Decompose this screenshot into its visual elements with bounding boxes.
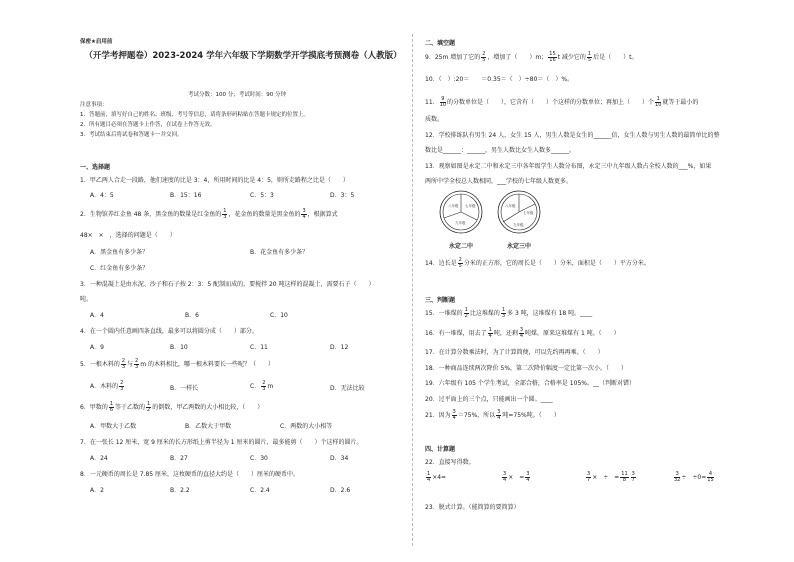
fraction: $\frac{1}{4}$ (488, 327, 492, 339)
question-3: 3．一种混凝土是由水泥、沙子和石子按 2：3：5 配制而成的，要搅拌 20 吨这样的混凝土，需要石子（ ） (80, 281, 375, 288)
q4-option-b: B．10 (170, 344, 188, 351)
question-4: 4．在一个圆内任意画四条直线，最多可以将圆分成（ ）部分。 (80, 328, 258, 335)
q9-text-c: t 减少它的 (557, 54, 586, 61)
q12-line2: 数比是______：______，男生人数比女生人数多______。 (425, 147, 576, 154)
q7-option-c: C．30 (250, 455, 268, 462)
question-13: 13．观察如图是永定二中和永定三中各年级学生人数分布图，永定三中九年级人数占全校人数的___%，如果 (425, 163, 712, 170)
column-divider (412, 34, 413, 546)
q1-option-c: C．5：3 (250, 192, 274, 199)
calc-text: × ÷ = (592, 474, 620, 481)
question-20: 20．过平面上的三个点，只能画出一个圆。____ (425, 396, 553, 403)
question-19: 19．六年级有 105 个学生考试，全部合格，合格率是 105%。__（判断对错） (425, 380, 635, 387)
q5-text-a: 5．一根木料的 (80, 361, 120, 368)
fraction: $\frac{3}{32}$ (674, 471, 681, 483)
q4-option-d: D．12 (330, 344, 349, 351)
q2-option-b: B．花金鱼有多少条？ (250, 249, 309, 256)
section-heading-fill: 二、填空题 (425, 40, 456, 47)
pie-2-slice-label: 七年级 (523, 211, 534, 215)
q11-text-c: 就等于最小的 (662, 99, 699, 106)
q4-option-c: C．11 (250, 344, 268, 351)
secret-label: 保密★启用前 (80, 39, 113, 45)
fraction: $\frac{1}{4}$ (427, 471, 431, 483)
q6-option-b: B．乙数大于甲数 (185, 423, 232, 430)
pie-2-label: 永定三中 (506, 243, 531, 250)
q14-text-a: 14．边长是 (425, 260, 457, 267)
q1-option-b: B．15：16 (170, 192, 202, 199)
q6-option-c: C．两数的大小相等 (280, 423, 333, 430)
q5-option-d: D．无法比较 (330, 385, 365, 392)
question-12: 12．学校排练队有男生 24 人，女生 15 人，男生人数是女生的______倍，女生人数与男生人数的最简单比的整 (425, 132, 720, 139)
q3-option-a: A．4 (90, 312, 104, 319)
exam-info: 考试分数：100 分；考试时间：90 分钟 (188, 92, 286, 98)
fraction: $\frac{2}{5}$ (482, 51, 486, 63)
fraction: $\frac{2}{3}$ (135, 358, 139, 370)
calc-expr-4 (673, 472, 715, 483)
pie-2-slice-label: 九年级 (513, 223, 524, 227)
pie-chart-2 (498, 191, 540, 233)
q8-option-a: A．2 (90, 487, 104, 494)
calc-expr-3 (585, 472, 637, 483)
q1-option-d: D．3：5 (330, 192, 355, 199)
page-title: （开学考押题卷）2023-2024 学年六年级下学期数学开学摸底考预测卷（人教版） (84, 51, 402, 61)
question-1: 1．甲乙两人合走一段路，他们速度的比是 3：4，所用时间的比是 4：5，则所走路程之比是（ ） (80, 177, 349, 184)
q15-text-b: 比这堆煤的 (469, 310, 500, 317)
q7-option-b: B．27 (170, 455, 188, 462)
fraction: $\frac{3}{4}$ (452, 409, 456, 421)
pie-chart-1 (440, 191, 482, 233)
question-9 (425, 52, 637, 63)
pie-1-slice-label: 九年级 (455, 221, 466, 225)
calc-text: × = (508, 474, 525, 481)
q3-option-b: B．6 (185, 312, 199, 319)
fraction: $\frac{15}{16}$ (549, 51, 556, 63)
section-heading-calc: 四、计算题 (425, 446, 456, 453)
q6-option-a: A．甲数大于乙数 (90, 423, 137, 430)
pie-1-slice-label: 八年级 (448, 204, 459, 208)
question-2 (80, 209, 338, 220)
q16-text-a: 16．有一堆煤，用去了 (425, 330, 487, 337)
note-1: 1．答题前，填写好自己的姓名、班级、考号等信息，请将条形码粘贴在答题卡规定的位置上。 (80, 112, 310, 118)
q2-option-a: A．黑金鱼有多少条？ (90, 249, 149, 256)
pie-1-divider (461, 212, 477, 220)
q4-option-a: A．9 (90, 344, 104, 351)
q21-text-b: ＝75%，所以 (457, 412, 496, 419)
calc-text: ×4= (432, 474, 447, 481)
q11-text-b: 的分数单位是（ ），它含有（ ）个这样的分数单位；再加上（ ）个 (447, 99, 655, 106)
question-23: 23．脱式计算。（能简算的要简算） (425, 504, 520, 511)
note-2: 2．所有题目必须在答题卡上作答，在试卷上作答无效。 (80, 122, 216, 128)
pie-charts (439, 190, 549, 240)
q15-text-c: 多 3 吨，这堆煤有 18 吨。____ (507, 310, 593, 317)
q8-option-c: C．2.4 (250, 487, 270, 494)
q7-option-a: A．24 (90, 455, 108, 462)
q2-text-b: ，花金鱼的数量是黑金鱼的 (228, 211, 301, 218)
q5-option-a-text: A．木料的 (90, 383, 119, 390)
q2-text-a: 2．生物馆养红金鱼 48 条，黑金鱼的数量是红金鱼的 (80, 211, 222, 218)
fraction: $\frac{1}{3}$ (223, 208, 227, 220)
fraction: $\frac{2}{3}$ (120, 380, 124, 392)
pie-1-slice-label: 七年级 (465, 204, 476, 208)
q13-line2: 两所中学全校总人数相同，___学校的七年级人数更多。 (425, 178, 573, 185)
fraction: $\frac{1}{6}$ (109, 401, 114, 413)
notes-title: 注意事项： (80, 102, 108, 108)
q11-line2: 质数。 (425, 116, 444, 123)
fraction: $\frac{3}{4}$ (526, 471, 530, 483)
pie-2-divider (503, 212, 519, 222)
question-6 (80, 402, 263, 413)
question-18: 18．一种商品连续两次降价 5%，第二次降价幅度一定比第一次小。（ ） (425, 365, 628, 372)
fraction: $\frac{1}{2}$ (147, 401, 151, 413)
question-15 (425, 308, 592, 319)
question-16 (425, 328, 620, 339)
fraction: $\frac{1}{5}$ (587, 51, 592, 63)
q5-text-b: 与 (127, 361, 134, 368)
fraction: $\frac{11}{8}$ (621, 471, 628, 483)
fraction: $\frac{3}{7}$ (631, 471, 635, 483)
question-17: 17．在计算分数乘法时，为了计算简便，可以先约再再乘。（ ） (425, 349, 604, 356)
pie-1-divider (444, 212, 461, 218)
fraction: $\frac{2}{3}$ (262, 380, 266, 392)
q16-text-c: 吨煤，原来这堆煤有 1 吨。（ ） (525, 330, 620, 337)
q8-option-b: B．2.2 (170, 487, 190, 494)
question-11 (425, 97, 698, 108)
q6-text-a: 6．甲数的 (80, 404, 108, 411)
question-7: 7．在一张长 12 厘米，宽 9 厘米的长方形纸上剪半径为 1 厘米的圆片，最多能剪（ ）个这样的圆片。 (80, 439, 363, 446)
q15-text-a: 15．一堆煤的 (425, 310, 463, 317)
fraction: $\frac{1}{2}$ (464, 307, 468, 319)
question-8: 8．一元硬币的周长是 7.85 厘米，这枚硬币的直径大约是（ ）厘米的硬币中。 (80, 471, 299, 478)
calc-expr-2 (501, 472, 531, 483)
q5-option-b: B．一样长 (170, 385, 199, 392)
note-3: 3．考试结束后将试卷和答题卡一并交回。 (80, 132, 183, 138)
fraction: $\frac{2}{5}$ (458, 257, 462, 269)
section-heading-judge: 三、判断题 (425, 297, 456, 304)
q8-option-d: D．2.6 (330, 487, 351, 494)
pie-2-slice-label: 八年级 (505, 204, 516, 208)
q16-text-b: 吨，还剩 (493, 330, 518, 337)
pie-1-label: 永定二中 (448, 243, 473, 250)
q3-tail: 吨。 (80, 296, 93, 303)
q1-option-a: A．4：5 (90, 192, 114, 199)
fraction: $\frac{3}{4}$ (503, 471, 507, 483)
fraction: $\frac{1}{10}$ (655, 96, 662, 108)
q14-text-b: 分米的正方形，它的周长是（ ）分米，面积是（ ）平方分米。 (463, 260, 650, 267)
q9-text-d: 后是（ ）t。 (593, 54, 638, 61)
fraction: $\frac{3}{4}$ (497, 409, 501, 421)
section-heading-choice: 一、选择题 (80, 164, 111, 171)
fraction: $\frac{4}{15}$ (707, 471, 714, 483)
q5-text-c: m 的木料相比，哪一根木料要长一些呢？（ ） (140, 361, 274, 368)
fraction: $\frac{1}{3}$ (501, 307, 506, 319)
fraction: $\frac{2}{3}$ (121, 358, 126, 370)
q11-text-a: 11． (425, 99, 439, 106)
fraction: $\frac{9}{10}$ (439, 96, 447, 108)
q5-option-c: C． $\frac{2}{3}$ m (250, 380, 274, 392)
q5-option-a (90, 381, 125, 392)
question-21 (425, 410, 560, 421)
q9-text-a: 9．25m 增加了它的 (425, 54, 481, 61)
question-14 (425, 258, 650, 269)
q3-option-c: C．10 (270, 312, 288, 319)
fraction: $\frac{3}{4}$ (302, 208, 306, 220)
question-5 (80, 359, 274, 370)
q2-text-c: ，根据算式 (307, 211, 338, 218)
q6-text-b: 等于乙数的 (115, 404, 146, 411)
q9-text-b: ，增加了（ ）m； (487, 54, 548, 61)
fraction: $\frac{3}{4}$ (519, 327, 524, 339)
question-10: 10．（ ）:20＝ ＝0.35＝（ ）÷80＝（ ）%。 (425, 76, 574, 83)
q21-text-c: 吨=75%吨。（ ） (502, 412, 560, 419)
calc-text: ÷ ÷0= (681, 474, 707, 481)
q2-formula: 48× × ，选择的问题是（ ） (80, 232, 176, 239)
q6-text-c: 的倒数，甲乙两数的大小相比较，（ ） (152, 404, 264, 411)
q7-option-d: D．34 (330, 455, 349, 462)
q21-text-a: 21．因为 (425, 412, 451, 419)
q5-option-c-text: C． (250, 383, 261, 390)
fraction: $\frac{3}{7}$ (587, 471, 591, 483)
calc-expr-1 (425, 472, 446, 483)
question-22: 22．直接写得数。 (425, 459, 475, 466)
q2-option-c: C．红金鱼有多少条？ (90, 265, 149, 272)
